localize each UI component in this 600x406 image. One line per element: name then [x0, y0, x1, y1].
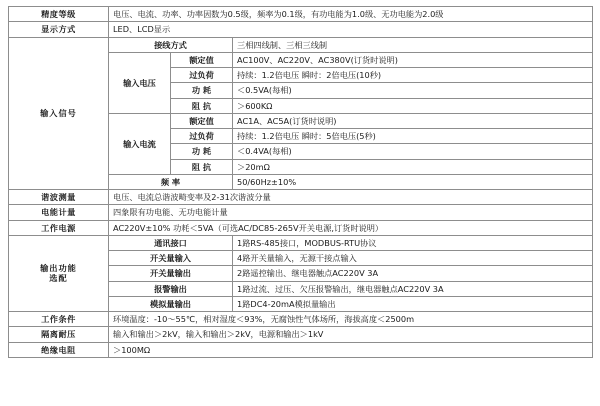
- item-value-switch-output: 2路遥控输出、继电器触点AC220V 3A: [233, 266, 593, 281]
- row-label-input-signal: 输入信号: [9, 37, 109, 190]
- item-label-analog-output: 模拟量输出: [109, 296, 233, 311]
- row-label-harmonic-measurement: 谐波测量: [9, 190, 109, 205]
- item-label-voltage-power-consumption: 功 耗: [171, 83, 233, 98]
- table-row: [9, 37, 593, 52]
- item-value-alarm-output: 1路过流、过压、欠压报警输出，继电器触点AC220V 3A: [233, 281, 593, 296]
- row-label-isolation-withstand-voltage: 隔离耐压: [9, 327, 109, 342]
- item-value-voltage-overload: 持续：1.2倍电压 瞬时：2倍电压(10秒): [233, 68, 593, 83]
- item-value-analog-output: 1路DC4-20mA模拟量输出: [233, 296, 593, 311]
- sub-label-frequency: 频 率: [109, 174, 233, 189]
- row-label-working-power: 工作电源: [9, 220, 109, 235]
- item-value-switch-input: 4路开关量输入，无源干接点输入: [233, 251, 593, 266]
- row-value-accuracy-class: 电压、电流、功率、功率因数为0.5级，频率为0.1级，有功电能为1.0级、无功电能为2.0级: [109, 7, 593, 22]
- sub-label-input-voltage: 输入电压: [109, 52, 171, 113]
- row-value-energy-metering: 四象限有功电能、无功电能计量: [109, 205, 593, 220]
- sub-label-wiring-mode: 接线方式: [109, 37, 233, 52]
- table-row: [9, 327, 593, 342]
- table-row: [9, 235, 593, 250]
- item-label-current-rated-value: 额定值: [171, 113, 233, 128]
- sub-value-wiring-mode: 三相四线制、三相三线制: [233, 37, 593, 52]
- table-row: [9, 205, 593, 220]
- row-value-insulation-resistance: ＞100MΩ: [109, 342, 593, 357]
- row-value-working-conditions: 环境温度：-10～55℃，相对湿度＜93%，无腐蚀性气体场所，海拔高度＜2500m: [109, 312, 593, 327]
- row-label-output-function: [9, 235, 109, 311]
- table-row: [9, 22, 593, 37]
- item-value-current-overload: 持续：1.2倍电压 瞬时：5倍电压(5秒): [233, 129, 593, 144]
- sub-value-frequency: 50/60Hz±10%: [233, 174, 593, 189]
- item-label-current-power-consumption: 功 耗: [171, 144, 233, 159]
- item-label-switch-output: 开关量输出: [109, 266, 233, 281]
- table-row: [9, 7, 593, 22]
- item-value-voltage-power-consumption: ＜0.5VA(每相): [233, 83, 593, 98]
- item-value-voltage-impedance: ＞600KΩ: [233, 98, 593, 113]
- table-row: [9, 342, 593, 357]
- item-label-alarm-output: 报警输出: [109, 281, 233, 296]
- row-label-energy-metering: 电能计量: [9, 205, 109, 220]
- row-value-display-mode: LED、LCD显示: [109, 22, 593, 37]
- item-value-current-rated-value: AC1A、AC5A(订货时说明): [233, 113, 593, 128]
- item-label-voltage-rated-value: 额定值: [171, 52, 233, 67]
- table-row: [9, 220, 593, 235]
- table-row: [9, 312, 593, 327]
- row-label-accuracy-class: 精度等级: [9, 7, 109, 22]
- table-row: [9, 190, 593, 205]
- sub-label-input-current: 输入电流: [109, 113, 171, 174]
- specification-table: [8, 6, 593, 358]
- item-value-current-impedance: ＞20mΩ: [233, 159, 593, 174]
- row-label-working-conditions: 工作条件: [9, 312, 109, 327]
- item-label-voltage-overload: 过负荷: [171, 68, 233, 83]
- item-label-communication-interface: 通讯接口: [109, 235, 233, 250]
- row-value-harmonic-measurement: 电压、电流总谐波畸变率及2-31次谐波分量: [109, 190, 593, 205]
- item-label-voltage-impedance: 阻 抗: [171, 98, 233, 113]
- item-value-voltage-rated-value: AC100V、AC220V、AC380V(订货时说明): [233, 52, 593, 67]
- item-label-switch-input: 开关量输入: [109, 251, 233, 266]
- row-label-display-mode: 显示方式: [9, 22, 109, 37]
- item-label-current-impedance: 阻 抗: [171, 159, 233, 174]
- output-function-label-line2: 选配: [49, 273, 68, 284]
- row-value-isolation-withstand-voltage: 输入和输出＞2kV，输入和输出＞2kV，电源和输出＞1kV: [109, 327, 593, 342]
- output-function-label-line1: 输出功能: [40, 263, 77, 274]
- item-value-current-power-consumption: ＜0.4VA(每相): [233, 144, 593, 159]
- item-value-communication-interface: 1路RS-485接口，MODBUS-RTU协议: [233, 235, 593, 250]
- row-label-insulation-resistance: 绝缘电阻: [9, 342, 109, 357]
- item-label-current-overload: 过负荷: [171, 129, 233, 144]
- row-value-working-power: AC220V±10% 功耗＜5VA（可选AC/DC85-265V开关电源,订货时说明）: [109, 220, 593, 235]
